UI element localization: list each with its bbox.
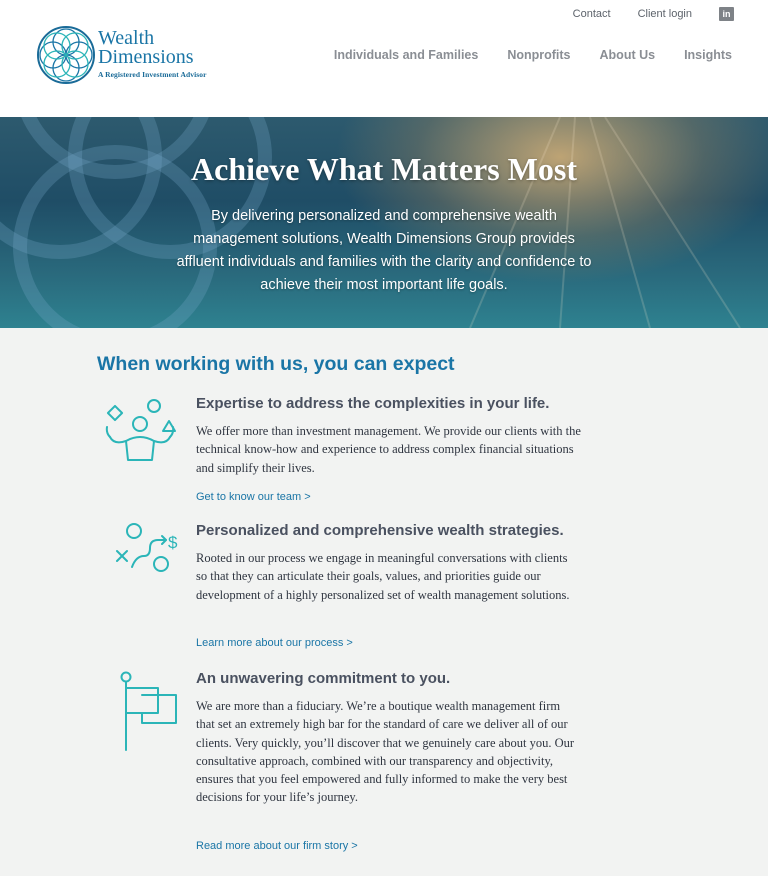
feature-heading: Personalized and comprehensive wealth strategies.: [196, 522, 564, 539]
logo-tagline: A Registered Investment Advisor: [98, 70, 207, 79]
feature-body: We are more than a fiduciary. We’re a boutique wealth management firm that set an extremely high bar for the standard of care we deliver all of our clients. Very quickly, you’ll discover that we genuinely care about you. Our consultative approach, combined with our transparency and objectivity, ensures that you feel empowered and fully informed to make the very best decisions for your life’s journey.: [196, 699, 575, 805]
learn-about-process-link[interactable]: Learn more about our process >: [196, 637, 353, 649]
linkedin-icon[interactable]: in: [719, 7, 734, 21]
logo-rosette-icon: [36, 25, 96, 85]
section-title: When working with us, you can expect: [97, 353, 455, 375]
logo-name-line2: Dimensions: [98, 46, 194, 68]
nav-about-us[interactable]: About Us: [599, 48, 656, 62]
logo-name-line1: Wealth: [98, 27, 155, 49]
nav-nonprofits[interactable]: Nonprofits: [507, 48, 571, 62]
hero-title: Achieve What Matters Most: [191, 151, 577, 187]
nav-individuals-and-families[interactable]: Individuals and Families: [333, 48, 479, 62]
hero-banner: [0, 117, 768, 328]
get-to-know-team-link[interactable]: Get to know our team >: [196, 491, 311, 503]
nav-insights[interactable]: Insights: [684, 48, 732, 62]
feature-body: We offer more than investment management. We provide our clients with the technical know-how and experience to address complex financial situations and simplify their lives.: [196, 424, 581, 475]
brand-logo[interactable]: [36, 25, 216, 87]
read-firm-story-link[interactable]: Read more about our firm story >: [196, 840, 358, 852]
feature-body: Rooted in our process we engage in meaningful conversations with clients so that they can articulate their goals, values, and priorities guide our development of a highly personalized set of wealth management solutions.: [196, 551, 570, 602]
strategy-path-icon: [100, 520, 180, 578]
hero-subtitle: By delivering personalized and comprehensive wealth management solutions, Wealth Dimensions Group provides affluent individuals and families with the clarity and confidence to achieve their most important life goals.: [176, 208, 592, 293]
svg-text:$: $: [168, 533, 178, 552]
site-header: [0, 0, 768, 117]
logo-wordmark: [98, 29, 207, 79]
juggling-person-icon: [100, 397, 180, 465]
contact-link[interactable]: Contact: [572, 8, 611, 20]
feature-heading: An unwavering commitment to you.: [196, 670, 451, 687]
utility-nav: [573, 7, 734, 21]
client-login-link[interactable]: Client login: [637, 8, 692, 20]
feature-heading: Expertise to address the complexities in your life.: [196, 395, 550, 412]
flag-icon: [100, 670, 180, 754]
main-nav: [334, 48, 732, 62]
